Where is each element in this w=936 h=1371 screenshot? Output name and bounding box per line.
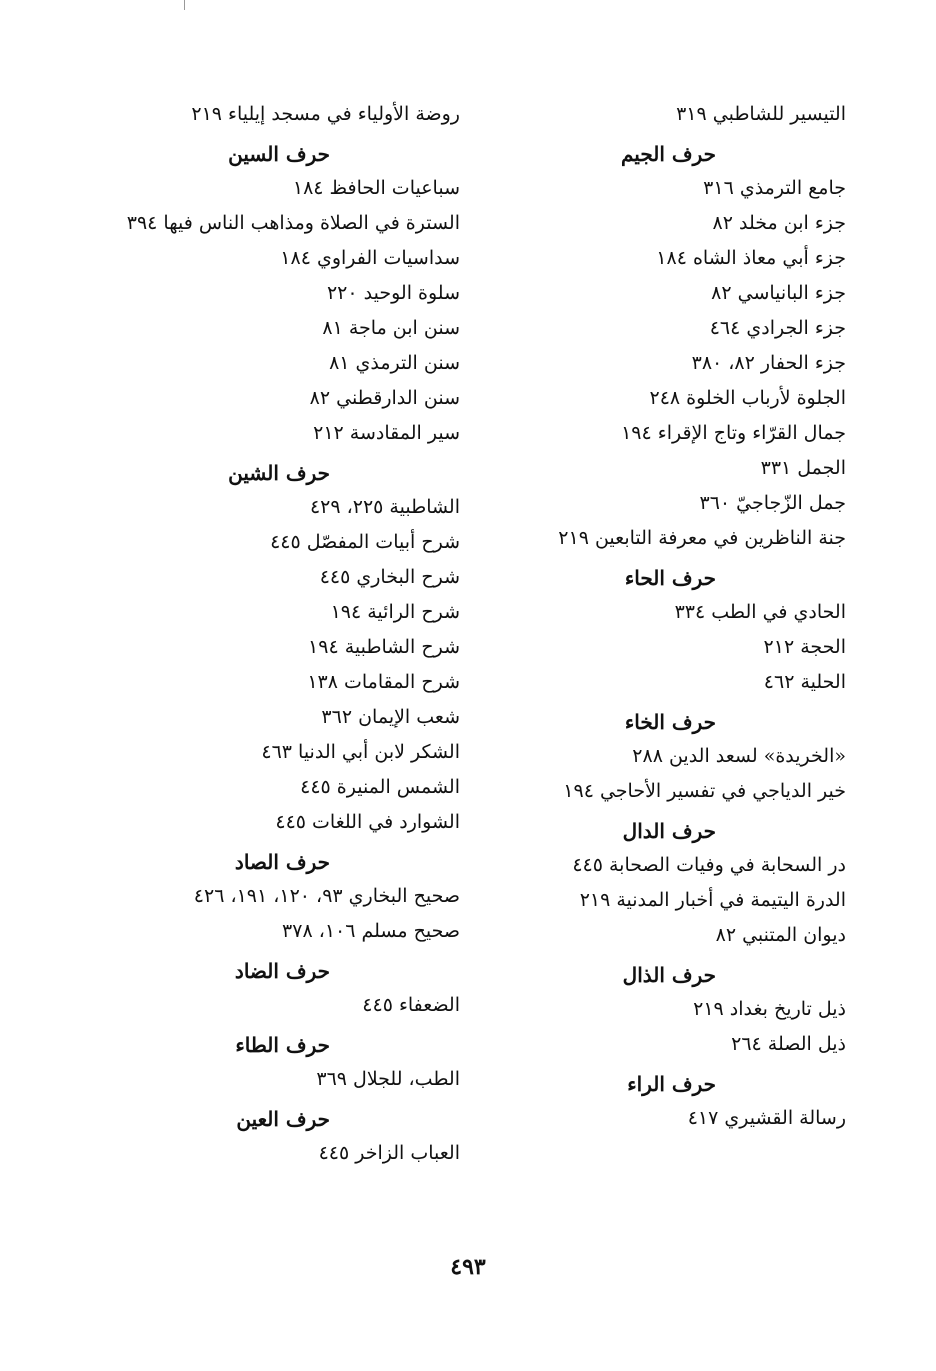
- index-column-left: [100, 102, 460, 1176]
- index-entry: الطب، للجلال ٣٦٩: [316, 1068, 460, 1090]
- letter-section-heading: حرف الطاء: [235, 1033, 330, 1057]
- index-entry: ديوان المتنبي ٨٢: [715, 924, 846, 946]
- letter-section-heading: حرف السين: [228, 142, 330, 166]
- index-entry: سلوة الوحيد ٢٢٠: [326, 282, 460, 304]
- index-entry: خير الدياجي في تفسير الأحاجي ١٩٤: [563, 780, 846, 802]
- index-entry: جزء أبي معاذ الشاه ١٨٤: [656, 247, 846, 269]
- index-entry: صحيح مسلم ١٠٦، ٣٧٨: [282, 920, 460, 942]
- index-entry: جنة الناظرين في معرفة التابعين ٢١٩: [558, 527, 846, 549]
- index-entry: سنن ابن ماجة ٨١: [322, 317, 460, 339]
- index-entry: شرح أبيات المفصّل ٤٤٥: [270, 531, 460, 553]
- index-entry: الحلية ٤٦٢: [763, 671, 846, 693]
- letter-section-heading: حرف الضاد: [234, 959, 330, 983]
- index-entry: سباعيات الحافظ ١٨٤: [292, 177, 460, 199]
- index-entry: الجمل ٣٣١: [760, 457, 846, 479]
- index-entry: صحيح البخاري ٩٣، ١٢٠، ١٩١، ٤٢٦: [193, 885, 460, 907]
- letter-section-heading: حرف الحاء: [624, 566, 716, 590]
- index-entry: الدرة اليتيمة في أخبار المدنية ٢١٩: [579, 889, 846, 911]
- index-entry: «الخريدة» لسعد الدين ٢٨٨: [632, 745, 846, 767]
- index-entry: التيسير للشاطبي ٣١٩: [676, 103, 846, 125]
- index-entry: شرح البخاري ٤٤٥: [319, 566, 460, 588]
- index-entry: الجلوة لأرباب الخلوة ٢٤٨: [649, 387, 846, 409]
- index-entry: شعب الإيمان ٣٦٢: [321, 706, 460, 728]
- index-entry: ذيل تاريخ بغداد ٢١٩: [693, 998, 846, 1020]
- letter-section-heading: حرف الشين: [228, 461, 330, 485]
- index-entry: جامع الترمذي ٣١٦: [703, 177, 846, 199]
- index-entry: جزء البانياسي ٨٢: [711, 282, 846, 304]
- index-entry: الشاطبية ٢٢٥، ٤٢٩: [309, 496, 460, 518]
- letter-section-heading: حرف الدال: [622, 819, 716, 843]
- index-entry: جمال القرّاء وتاج الإقراء ١٩٤: [621, 422, 846, 444]
- index-entry: در السحابة في وفيات الصحابة ٤٤٥: [572, 854, 846, 876]
- index-entry: ذيل الصلة ٢٦٤: [731, 1033, 846, 1055]
- index-entry: الحادي في الطب ٣٣٤: [674, 601, 846, 623]
- index-entry: جزء الجرادي ٤٦٤: [709, 317, 846, 339]
- letter-section-heading: حرف الذال: [622, 963, 716, 987]
- letter-section-heading: حرف العين: [236, 1107, 330, 1131]
- index-entry: العباب الزاخر ٤٤٥: [318, 1142, 460, 1164]
- index-entry: الحجة ٢١٢: [763, 636, 846, 658]
- index-entry: الشمس المنيرة ٤٤٥: [300, 776, 460, 798]
- index-entry: الشوارد في اللغات ٤٤٥: [275, 811, 460, 833]
- index-column-right: [516, 102, 846, 1141]
- index-entry: جمل الزّجاجيّ ٣٦٠: [699, 492, 846, 514]
- index-entry: سير المقادسة ٢١٢: [313, 422, 460, 444]
- index-entry: سنن الترمذي ٨١: [329, 352, 460, 374]
- page-edge-mark: [184, 0, 185, 10]
- index-entry: سنن الدارقطني ٨٢: [309, 387, 460, 409]
- index-entry: شرح الرائية ١٩٤: [330, 601, 460, 623]
- index-entry: السترة في الصلاة ومذاهب الناس فيها ٣٩٤: [126, 212, 460, 234]
- letter-section-heading: حرف الراء: [627, 1072, 716, 1096]
- page-number: ٤٩٣: [450, 1254, 486, 1280]
- index-entry: الشكر لابن أبي الدنيا ٤٦٣: [261, 741, 460, 763]
- index-entry: شرح الشاطبية ١٩٤: [308, 636, 460, 658]
- letter-section-heading: حرف الصاد: [234, 850, 330, 874]
- index-entry: روضة الأولياء في مسجد إيلياء ٢١٩: [191, 103, 460, 125]
- index-entry: جزء ابن مخلد ٨٢: [712, 212, 846, 234]
- index-entry: جزء الحفار ٨٢، ٣٨٠: [691, 352, 846, 374]
- index-entry: سداسيات الفراوي ١٨٤: [280, 247, 460, 269]
- index-entry: شرح المقامات ١٣٨: [307, 671, 460, 693]
- index-entry: رسالة القشيري ٤١٧: [687, 1107, 846, 1129]
- letter-section-heading: حرف الجيم: [621, 142, 716, 166]
- index-entry: الضعفاء ٤٤٥: [362, 994, 460, 1016]
- letter-section-heading: حرف الخاء: [624, 710, 716, 734]
